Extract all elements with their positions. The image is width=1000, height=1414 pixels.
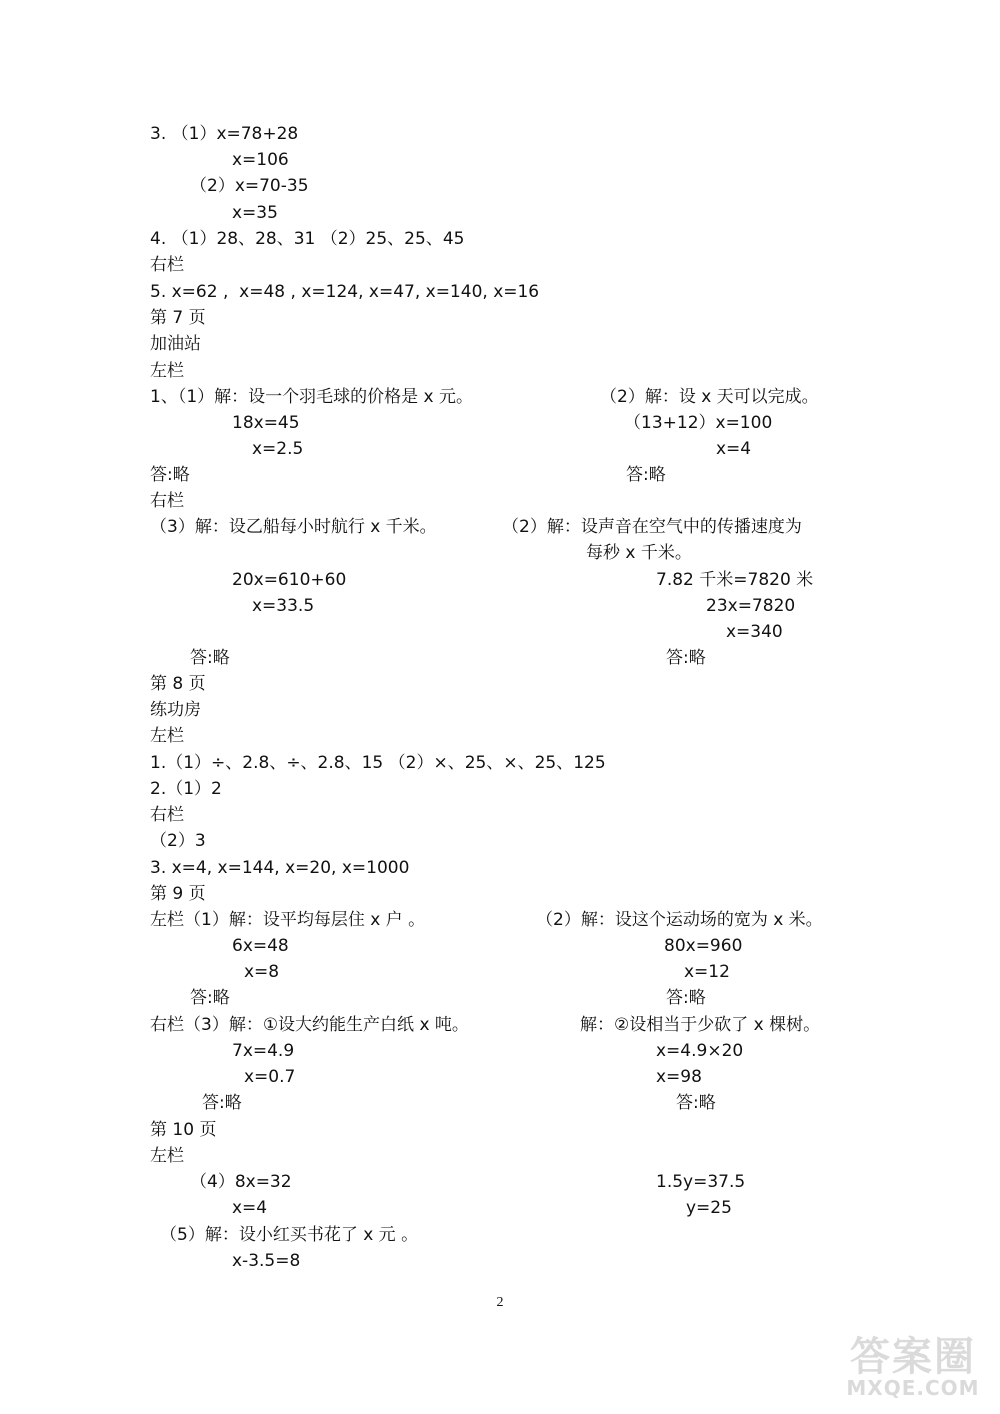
answer-line: x=4 bbox=[232, 1198, 268, 1218]
section-heading: 练功房 bbox=[150, 700, 201, 720]
answer-line: 7x=4.9 bbox=[232, 1041, 295, 1061]
column-label: 左栏 bbox=[150, 1146, 184, 1166]
page-heading: 第 9 页 bbox=[150, 884, 206, 904]
answer-line: x=33.5 bbox=[252, 596, 315, 616]
answer-line: （5）解：设小红买书花了 x 元 。 bbox=[160, 1225, 419, 1245]
answer-line: 1、（1）解：设一个羽毛球的价格是 x 元。 bbox=[150, 387, 473, 407]
page-number: 2 bbox=[496, 1295, 504, 1310]
answer-line: 2.（1）2 bbox=[150, 779, 222, 799]
page-heading: 第 10 页 bbox=[150, 1120, 217, 1140]
answer-line: x=340 bbox=[726, 622, 783, 642]
answer-line: （2）解：设这个运动场的宽为 x 米。 bbox=[536, 910, 823, 930]
answer-line: x=2.5 bbox=[252, 439, 304, 459]
answer-line: 答:略 bbox=[626, 465, 666, 485]
answer-line: 5. x=62 , x=48 , x=124, x=47, x=140, x=16 bbox=[150, 282, 540, 302]
watermark-logo bbox=[838, 1325, 988, 1400]
answer-line: （13+12）x=100 bbox=[624, 413, 773, 433]
answer-line: x=4 bbox=[716, 439, 752, 459]
answer-line: y=25 bbox=[686, 1198, 732, 1218]
answer-line: 解：②设相当于少砍了 x 棵树。 bbox=[580, 1015, 821, 1035]
answer-line: 1.（1）÷、2.8、÷、2.8、15 （2）×、25、×、25、125 bbox=[150, 753, 606, 773]
answer-line: （4）8x=32 bbox=[190, 1172, 292, 1192]
answer-line: 6x=48 bbox=[232, 936, 289, 956]
answer-line: 4. （1）28、28、31 （2）25、25、45 bbox=[150, 229, 465, 249]
watermark-text: 答案圈 bbox=[850, 1334, 976, 1380]
answer-line: x=4.9×20 bbox=[656, 1041, 744, 1061]
answer-line: x=98 bbox=[656, 1067, 702, 1087]
answer-line: 80x=960 bbox=[664, 936, 743, 956]
answer-line: 答:略 bbox=[666, 648, 706, 668]
answer-line: x-3.5=8 bbox=[232, 1251, 301, 1271]
answer-line: x=0.7 bbox=[244, 1067, 296, 1087]
answer-line: 18x=45 bbox=[232, 413, 300, 433]
answer-line: （2）x=70-35 bbox=[190, 176, 309, 196]
answer-line: （2）解：设 x 天可以完成。 bbox=[600, 387, 819, 407]
answer-line: 右栏（3）解：①设大约能生产白纸 x 吨。 bbox=[150, 1015, 469, 1035]
watermark-url: MXQE.COM bbox=[846, 1376, 980, 1400]
answer-line: 左栏（1）解：设平均每层住 x 户 。 bbox=[150, 910, 426, 930]
page-heading: 第 7 页 bbox=[150, 308, 206, 328]
answer-line: 答:略 bbox=[190, 988, 230, 1008]
column-label: 右栏 bbox=[150, 491, 184, 511]
answer-line: 20x=610+60 bbox=[232, 570, 347, 590]
answer-line: 答:略 bbox=[150, 465, 190, 485]
answer-line: x=35 bbox=[232, 203, 278, 223]
answer-line: 答:略 bbox=[666, 988, 706, 1008]
page-heading: 第 8 页 bbox=[150, 674, 206, 694]
answer-line: 7.82 千米=7820 米 bbox=[656, 570, 814, 590]
answer-line: （3）解：设乙船每小时航行 x 千米。 bbox=[150, 517, 437, 537]
answer-line: 23x=7820 bbox=[706, 596, 796, 616]
answer-line: 答:略 bbox=[676, 1093, 716, 1113]
answer-line: 3. x=4, x=144, x=20, x=1000 bbox=[150, 858, 410, 878]
answer-line: 答:略 bbox=[202, 1093, 242, 1113]
answer-line: x=12 bbox=[684, 962, 730, 982]
column-label: 右栏 bbox=[150, 255, 184, 275]
answer-line: 每秒 x 千米。 bbox=[586, 543, 692, 563]
answer-line: （2）3 bbox=[150, 831, 206, 851]
answer-line: 答:略 bbox=[190, 648, 230, 668]
answer-line: （2）解：设声音在空气中的传播速度为 bbox=[502, 517, 802, 537]
answer-line: x=8 bbox=[244, 962, 280, 982]
section-heading: 加油站 bbox=[150, 334, 201, 354]
answer-line: 3. （1）x=78+28 bbox=[150, 124, 299, 144]
column-label: 左栏 bbox=[150, 726, 184, 746]
answer-line: x=106 bbox=[232, 150, 289, 170]
column-label: 左栏 bbox=[150, 361, 184, 381]
column-label: 右栏 bbox=[150, 805, 184, 825]
answer-line: 1.5y=37.5 bbox=[656, 1172, 746, 1192]
